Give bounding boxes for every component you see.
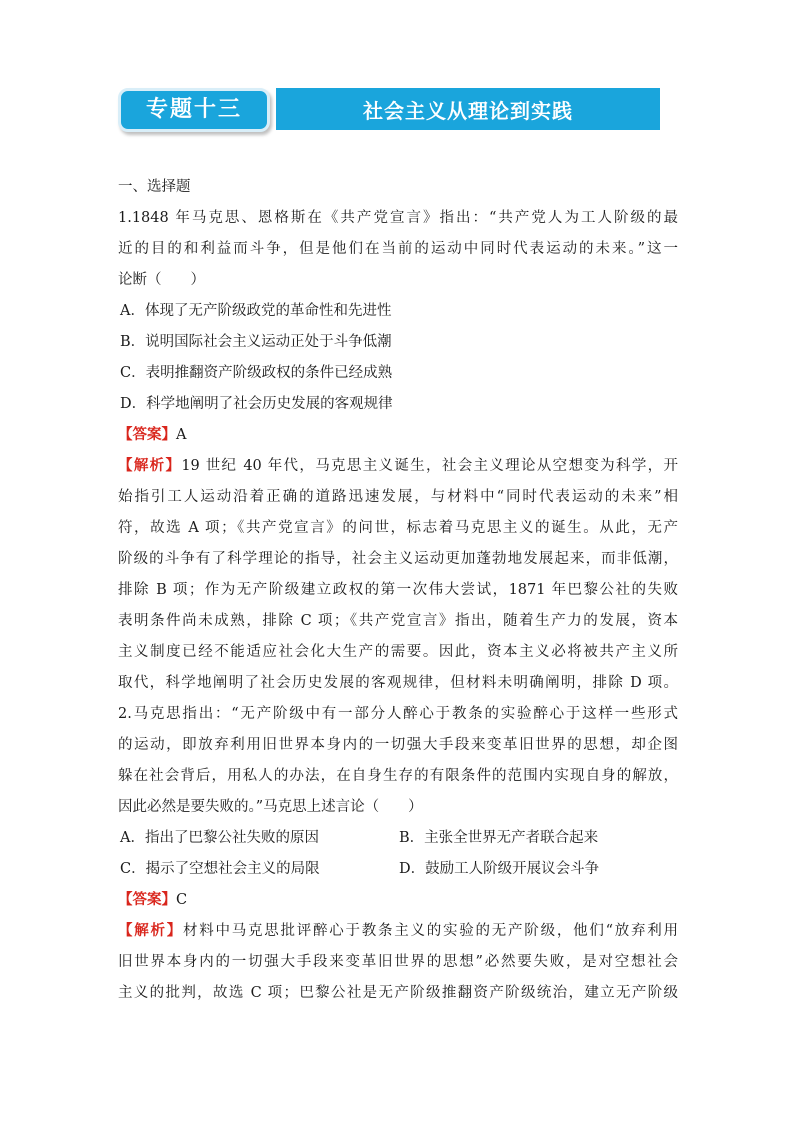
analysis-text: 19 世纪 40 年代，马克思主义诞生，社会主义理论从空想变为科学，开 [181, 458, 678, 474]
answer-tag: 【答案】 [118, 427, 176, 443]
question-1-analysis-line: 主义制度已经不能适应社会化大生产的需要。因此，资本主义必将被共产主义所 [118, 644, 678, 660]
question-1-stem-line: 1.1848 年马克思、恩格斯在《共产党宣言》指出：“共产党人为工人阶级的最 [118, 210, 678, 226]
question-1-option-b: B．说明国际社会主义运动正处于斗争低潮 [120, 334, 392, 350]
question-2-option-b: B．主张全世界无产者联合起来 [399, 830, 599, 846]
analysis-tag: 【解析】 [118, 923, 184, 939]
question-2-options-row [118, 823, 678, 854]
answer-value: C [176, 892, 188, 908]
question-2-option-a: A．指出了巴黎公社失败的原因 [120, 830, 319, 846]
question-1-analysis-line: 排除 B 项；作为无产阶级建立政权的第一次伟大尝试，1871 年巴黎公社的失败 [118, 582, 678, 598]
question-1-analysis-line: 始指引工人运动沿着正确的道路迅速发展，与材料中“同时代表运动的未来”相 [118, 489, 678, 505]
question-1-stem-line: 近的目的和利益而斗争，但是他们在当前的运动中同时代表运动的未来。”这一 [118, 241, 678, 257]
analysis-tag: 【解析】 [118, 458, 182, 474]
question-2-analysis-line: 主义的批判，故选 C 项；巴黎公社是无产阶级推翻资产阶级统治，建立无产阶级 [118, 985, 678, 1001]
chapter-banner [118, 88, 658, 130]
question-1-analysis-line [118, 451, 678, 482]
document-body [118, 172, 678, 1009]
question-1-stem-line: 论断（ ） [118, 272, 205, 288]
question-1-analysis-line: 取代，科学地阐明了社会历史发展的客观规律，但材料未明确阐明，排除 D 项。 [118, 675, 678, 691]
question-1-analysis-line: 阶级的斗争有了科学理论的指导，社会主义运动更加蓬勃地发展起来，而非低潮， [118, 551, 678, 567]
answer-value: A [176, 427, 187, 443]
question-2-stem-line: 躲在社会背后，用私人的办法，在自身生存的有限条件的范围内实现自身的解放， [118, 768, 678, 784]
question-1-option-c: C．表明推翻资产阶级政权的条件已经成熟 [120, 365, 393, 381]
question-1-option-d: D．科学地阐明了社会历史发展的客观规律 [120, 396, 393, 412]
question-2-options-row [118, 854, 678, 885]
analysis-text: 材料中马克思批评醉心于教条主义的实验的无产阶级，他们“放弃利用 [183, 923, 678, 939]
chapter-title: 社会主义从理论到实践 [276, 88, 660, 130]
chapter-badge: 专题十三 [118, 88, 270, 132]
question-1-analysis-line: 符，故选 A 项；《共产党宣言》的问世，标志着马克思主义的诞生。从此，无产 [118, 520, 678, 536]
answer-tag: 【答案】 [118, 892, 176, 908]
question-2-option-c: C．揭示了空想社会主义的局限 [120, 861, 320, 877]
question-1-option-a: A．体现了无产阶级政党的革命性和先进性 [120, 303, 392, 319]
question-2-stem-line: 2.马克思指出：“无产阶级中有一部分人醉心于教条的实验醉心于这样一些形式 [118, 706, 678, 722]
question-2-analysis-line: 旧世界本身内的一切强大手段来变革旧世界的思想”必然要失败，是对空想社会 [118, 954, 678, 970]
section-title: 一、选择题 [118, 179, 191, 195]
question-2-option-d: D．鼓励工人阶级开展议会斗争 [399, 861, 600, 877]
question-2-answer [118, 885, 678, 916]
question-2-stem-line: 因此必然是要失败的。”马克思上述言论（ ） [118, 799, 423, 815]
question-2-stem-line: 的运动，即放弃利用旧世界本身内的一切强大手段来变革旧世界的思想，却企图 [118, 737, 678, 753]
question-1-answer [118, 420, 678, 451]
question-1-analysis-line: 表明条件尚未成熟，排除 C 项；《共产党宣言》指出，随着生产力的发展，资本 [118, 613, 678, 629]
question-2-analysis-line [118, 916, 678, 947]
